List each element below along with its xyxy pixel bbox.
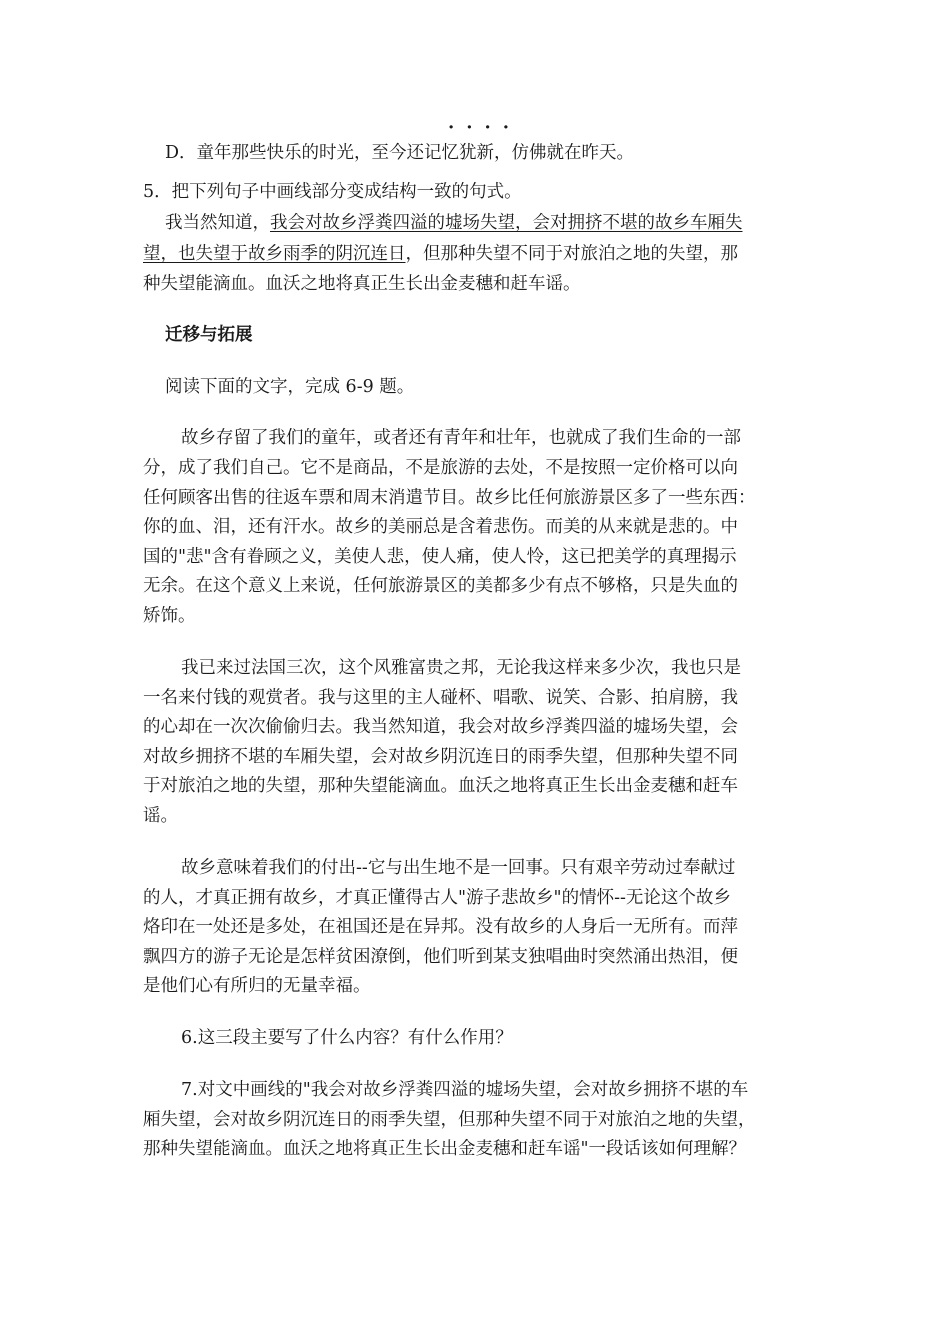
passage-2-line: 一名来付钱的观赏者。我与这里的主人碰杯、唱歌、说笑、合影、拍肩膀，我 bbox=[143, 688, 738, 708]
passage-3-line: 烙印在一处还是多处，在祖国还是在异邦。没有故乡的人身后一无所有。而萍 bbox=[143, 917, 738, 937]
question-5-line-3: 种失望能滴血。血沃之地将真正生长出金麦穗和赶车谣。 bbox=[143, 274, 581, 294]
passage-1-line: 任何顾客出售的往返车票和周末消遣节目。故乡比任何旅游景区多了一些东西： bbox=[143, 488, 756, 508]
question-7-line: 7.对文中画线的"我会对故乡浮粪四溢的墟场失望，会对故乡拥挤不堪的车 bbox=[181, 1080, 749, 1100]
underlined-text: 我会对故乡浮粪四溢的墟场失望，会对拥挤不堪的故乡车厢失 bbox=[270, 213, 743, 233]
question-5-line-2: 望，也失望于故乡雨季的阴沉连日，但那种失望不同于对旅泊之地的失望，那 bbox=[143, 244, 738, 264]
question-5-line-1: 我当然知道，我会对故乡浮粪四溢的墟场失望，会对拥挤不堪的故乡车厢失 bbox=[165, 213, 743, 233]
underlined-text: 望，也失望于故乡雨季的阴沉连日 bbox=[143, 244, 406, 264]
question-7-line: 那种失望能滴血。血沃之地将真正生长出金麦穗和赶车谣"一段话该如何理解？ bbox=[143, 1139, 747, 1159]
emphasis-dots: ···· bbox=[448, 117, 522, 138]
passage-3-line: 的人，才真正拥有故乡，才真正懂得古人"游子悲故乡"的情怀--无论这个故乡 bbox=[143, 888, 731, 908]
option-d: D．童年那些快乐的时光，至今还记忆犹新，仿佛就在昨天。 bbox=[165, 143, 635, 163]
passage-3-line: 是他们心有所归的无量幸福。 bbox=[143, 976, 371, 996]
passage-1-line: 故乡存留了我们的童年，或者还有青年和壮年，也就成了我们生命的一部 bbox=[181, 428, 741, 448]
passage-2-line: 于对旅泊之地的失望，那种失望能滴血。血沃之地将真正生长出金麦穗和赶车 bbox=[143, 776, 738, 796]
passage-2-line: 的心却在一次次偷偷归去。我当然知道，我会对故乡浮粪四溢的墟场失望，会 bbox=[143, 717, 738, 737]
passage-2-line: 我已来过法国三次，这个风雅富贵之邦，无论我这样来多少次，我也只是 bbox=[181, 658, 741, 678]
passage-1-line: 矫饰。 bbox=[143, 606, 196, 626]
passage-1-line: 分，成了我们自己。它不是商品，不是旅游的去处，不是按照一定价格可以向 bbox=[143, 458, 738, 478]
passage-2-line: 谣。 bbox=[143, 806, 178, 826]
passage-1-line: 无余。在这个意义上来说，任何旅游景区的美都多少有点不够格，只是失血的 bbox=[143, 576, 738, 596]
passage-3-line: 故乡意味着我们的付出--它与出生地不是一回事。只有艰辛劳动过奉献过 bbox=[181, 858, 736, 878]
passage-2-line: 对故乡拥挤不堪的车厢失望，会对故乡阴沉连日的雨季失望，但那种失望不同 bbox=[143, 747, 738, 767]
passage-1-line: 你的血、泪，还有汗水。故乡的美丽总是含着悲伤。而美的从来就是悲的。中 bbox=[143, 517, 738, 537]
section-intro: 阅读下面的文字，完成 6-9 题。 bbox=[165, 377, 415, 397]
passage-1-line: 国的"悲"含有眷顾之义，美使人悲，使人痛，使人怜，这已把美学的真理揭示 bbox=[143, 547, 737, 567]
question-6: 6.这三段主要写了什么内容？有什么作用？ bbox=[181, 1028, 513, 1048]
question-5-title: 5．把下列句子中画线部分变成结构一致的句式。 bbox=[143, 182, 522, 202]
question-7-line: 厢失望，会对故乡阴沉连日的雨季失望，但那种失望不同于对旅泊之地的失望， bbox=[143, 1110, 756, 1130]
passage-3-line: 飘四方的游子无论是怎样贫困潦倒，他们听到某支独唱曲时突然涌出热泪，便 bbox=[143, 947, 738, 967]
section-title: 迁移与拓展 bbox=[165, 325, 253, 345]
